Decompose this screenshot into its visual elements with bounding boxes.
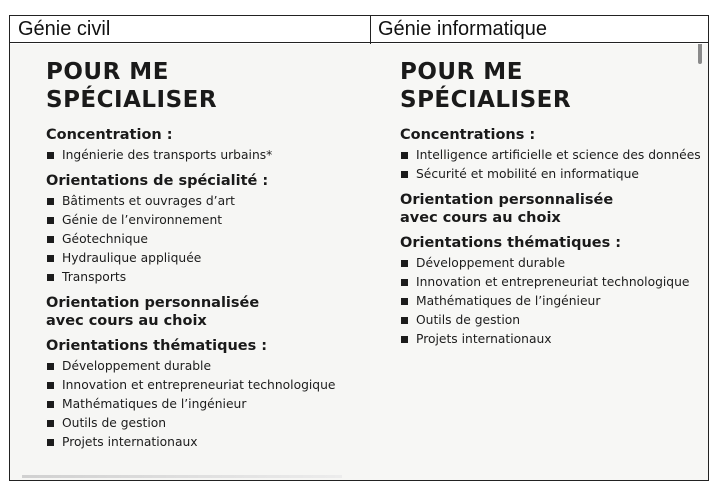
comparison-table <box>9 15 709 481</box>
list-item: Transports <box>46 268 366 287</box>
column-genie-informatique <box>370 16 708 480</box>
list-item: Bâtiments et ouvrages d’art <box>46 192 366 211</box>
heading-line: Orientations de spécialité : <box>46 173 269 189</box>
list-item: Mathématiques de l’ingénieur <box>46 395 366 414</box>
list-item: Géotechnique <box>46 230 366 249</box>
heading-line: Orientations thématiques : <box>400 235 622 251</box>
brochure-title <box>46 58 366 114</box>
bullet-list <box>46 192 366 287</box>
title-line: SPÉCIALISER <box>400 87 572 113</box>
list-item: Génie de l’environnement <box>46 211 366 230</box>
brochure-title <box>400 58 704 114</box>
list-item: Mathématiques de l’ingénieur <box>400 292 704 311</box>
list-item: Hydraulique appliquée <box>46 249 366 268</box>
section-heading <box>46 294 366 330</box>
brochure-content <box>400 58 704 356</box>
bullet-list <box>46 146 366 165</box>
section-orientations-specialite <box>46 172 366 287</box>
section-heading <box>400 234 704 252</box>
section-concentrations <box>400 126 704 184</box>
column-genie-civil <box>10 16 371 480</box>
list-item: Intelligence artificielle et science des données <box>400 146 704 165</box>
list-item: Développement durable <box>46 357 366 376</box>
title-line: SPÉCIALISER <box>46 87 218 113</box>
list-item: Sécurité et mobilité en informatique <box>400 165 704 184</box>
section-orientations-thematiques <box>46 337 366 452</box>
column-header: Génie civil <box>10 16 370 43</box>
heading-line: Orientation personnalisée <box>46 295 260 311</box>
list-item: Innovation et entrepreneuriat technologique <box>46 376 366 395</box>
list-item: Outils de gestion <box>400 311 704 330</box>
bullet-list <box>46 357 366 452</box>
title-line: POUR ME <box>400 59 523 85</box>
section-orientation-personnalisee <box>46 294 366 330</box>
brochure-scan <box>10 44 370 480</box>
list-item: Innovation et entrepreneuriat technologique <box>400 273 704 292</box>
bullet-list <box>400 254 704 349</box>
title-line: POUR ME <box>46 59 169 85</box>
section-heading <box>400 126 704 144</box>
brochure-content <box>46 58 366 459</box>
heading-line: avec cours au choix <box>46 313 207 329</box>
list-item: Projets internationaux <box>46 433 366 452</box>
heading-line: Concentration : <box>46 127 173 143</box>
list-item: Développement durable <box>400 254 704 273</box>
section-heading <box>400 191 704 227</box>
list-item: Ingénierie des transports urbains* <box>46 146 366 165</box>
list-item: Projets internationaux <box>400 330 704 349</box>
section-heading <box>46 172 366 190</box>
faded-footnote <box>22 475 342 478</box>
brochure-scan <box>370 44 708 480</box>
heading-line: Orientation personnalisée <box>400 192 614 208</box>
section-orientations-thematiques <box>400 234 704 349</box>
section-orientation-personnalisee <box>400 191 704 227</box>
list-item: Outils de gestion <box>46 414 366 433</box>
bullet-list <box>400 146 704 184</box>
column-header: Génie informatique <box>370 16 708 43</box>
heading-line: Concentrations : <box>400 127 536 143</box>
section-heading <box>46 337 366 355</box>
heading-line: Orientations thématiques : <box>46 338 268 354</box>
section-concentration <box>46 126 366 165</box>
section-heading <box>46 126 366 144</box>
heading-line: avec cours au choix <box>400 210 561 226</box>
